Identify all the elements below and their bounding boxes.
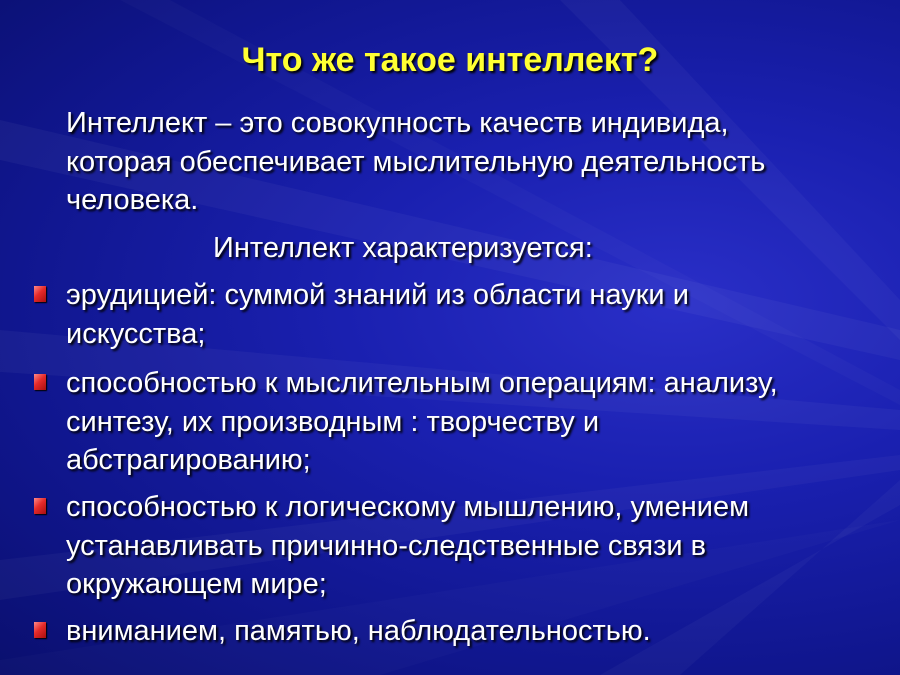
list-item-line: синтезу, их производным : творчеству и <box>66 405 600 438</box>
subheading: Интеллект характеризуется: <box>213 232 593 264</box>
list-item <box>66 612 886 651</box>
list-item-line: окружающем мире; <box>66 568 327 600</box>
list-item <box>66 488 886 604</box>
intro-line: Интеллект – это совокупность качеств индивида, <box>66 107 729 139</box>
red-square-bullet-icon <box>34 374 46 390</box>
list-item-line: искусства; <box>66 317 206 350</box>
red-square-bullet-icon <box>34 286 46 302</box>
list-item-line: способностью к логическому мышлению, умением <box>66 491 750 523</box>
list-item-line: устанавливать причинно-следственные связи в <box>66 529 707 562</box>
list-item-line: эрудицией: суммой знаний из области науки и <box>66 279 689 311</box>
red-square-bullet-icon <box>34 622 46 638</box>
intro-line: которая обеспечивает мыслительную деятельность <box>66 145 766 178</box>
intro-paragraph <box>66 104 886 220</box>
list-item-line: способностью к мыслительным операциям: анализу, <box>66 367 778 399</box>
list-item <box>66 364 886 480</box>
list-item-line: абстрагированию; <box>66 444 311 476</box>
slide-title: Что же такое интеллект? <box>241 41 659 79</box>
red-square-bullet-icon <box>34 498 46 514</box>
list-item-line: вниманием, памятью, наблюдательностью. <box>66 615 651 647</box>
list-item <box>66 276 886 353</box>
intro-line: человека. <box>66 184 199 216</box>
